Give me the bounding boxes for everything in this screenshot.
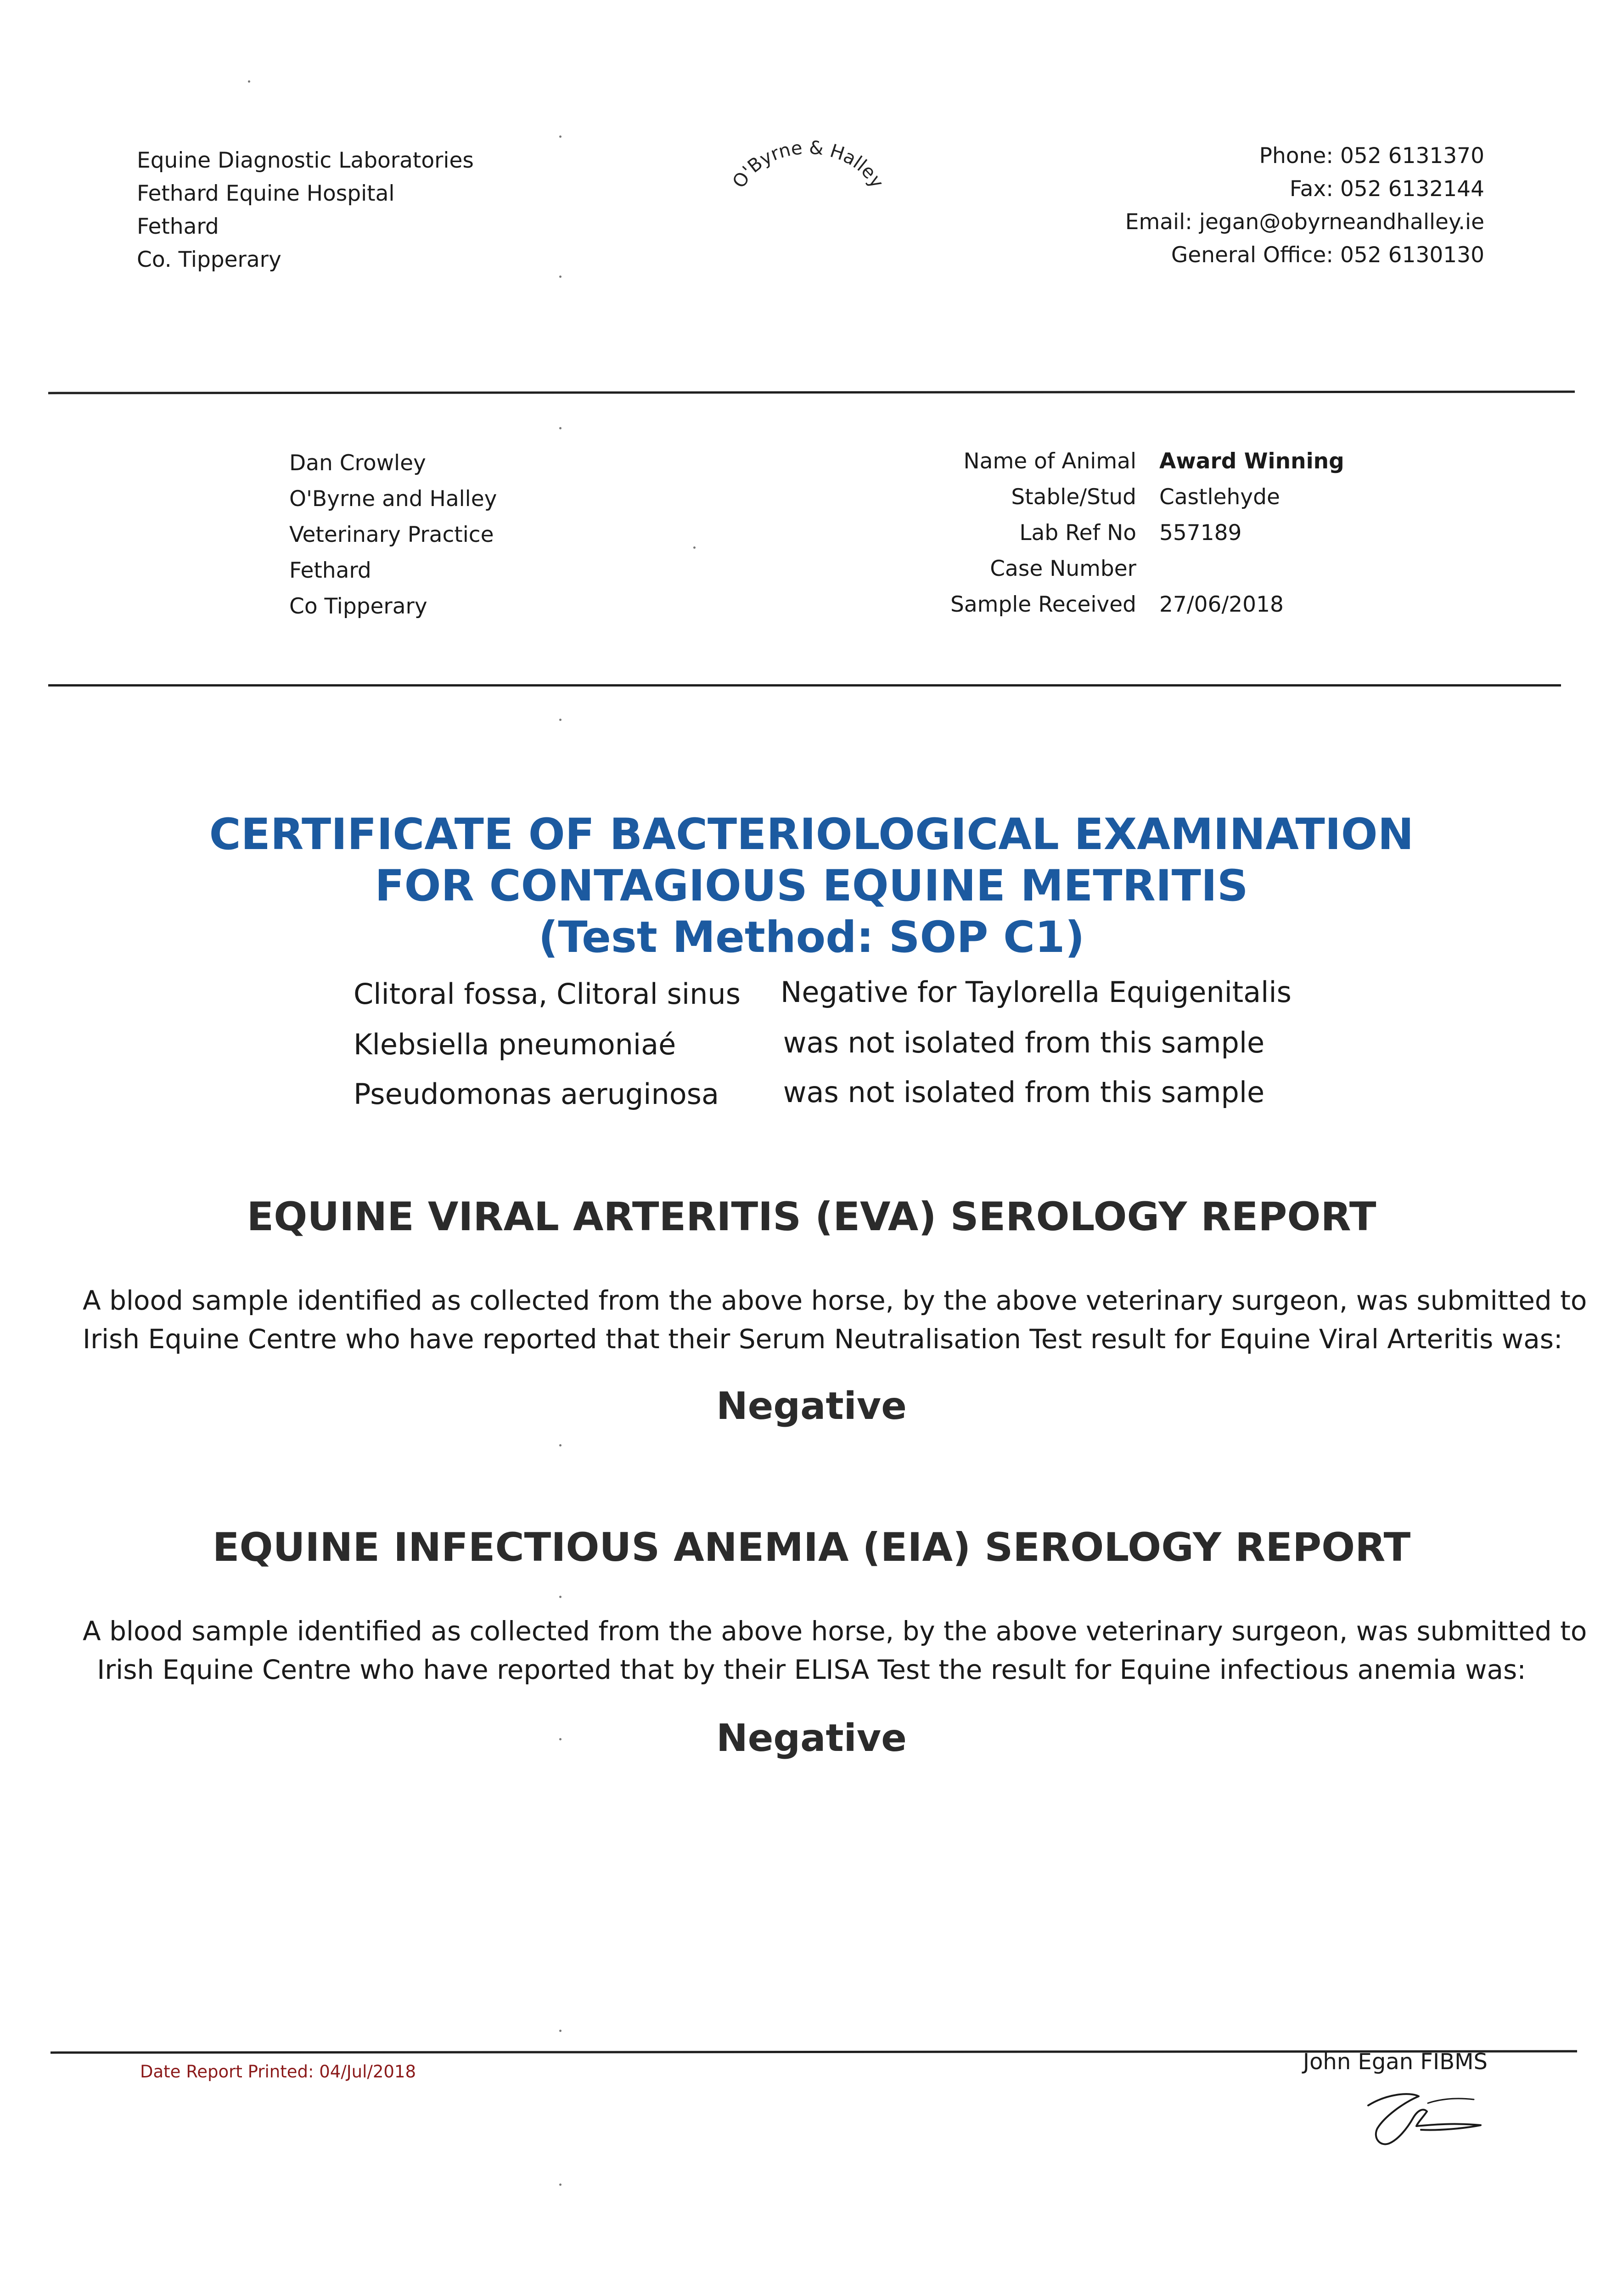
recipient-line: Veterinary Practice: [289, 522, 494, 547]
scan-speck: [693, 546, 696, 549]
lab-address-line: Fethard: [137, 214, 219, 239]
scan-speck: [248, 80, 250, 83]
eva-paragraph: [83, 1281, 1587, 1358]
animal-name-value: Award Winning: [1159, 448, 1344, 474]
contact-info: [1125, 140, 1484, 272]
scan-speck: [559, 719, 562, 721]
bacteriology-result-text: was not isolated from this sample: [783, 1075, 1265, 1109]
recipient-line: Dan Crowley: [289, 450, 426, 476]
organism-text: Klebsiella pneumoniaé: [354, 1028, 676, 1061]
animal-info-label: Stable/Stud: [1011, 484, 1136, 510]
animal-info-row: [946, 479, 1344, 515]
animal-info-row: [946, 586, 1344, 622]
obyrne-halley-logo: [725, 138, 891, 216]
eia-heading: EQUINE INFECTIOUS ANEMIA (EIA) SEROLOGY REPORT: [212, 1525, 1411, 1570]
signatory-name: John Egan FIBMS: [1303, 2049, 1488, 2075]
lab-ref-value: 557189: [1159, 520, 1242, 546]
eva-text-line: A blood sample identified as collected from the above horse, by the above veterinary surgeon, was submitted to: [83, 1285, 1587, 1316]
scan-speck: [559, 1444, 562, 1446]
eia-text-line: Irish Equine Centre who have reported that by their ELISA Test the result for Equine infectious anemia was:: [97, 1654, 1526, 1685]
svg-text:O'Byrne & Halley: [729, 138, 888, 192]
animal-info-table: [946, 443, 1344, 622]
recipient-line: O'Byrne and Halley: [289, 486, 497, 512]
bacteriology-result-text: Negative for Taylorella Equigenitalis: [781, 975, 1292, 1009]
animal-info-row: [946, 515, 1344, 551]
scan-speck: [559, 1596, 562, 1598]
logo-text: O'Byrne & Halley: [728, 138, 888, 192]
scan-speck: [559, 276, 562, 278]
certificate-title-line: FOR CONTAGIOUS EQUINE METRITIS: [375, 861, 1248, 911]
scan-speck: [559, 427, 562, 429]
eia-result: Negative: [716, 1716, 907, 1760]
lab-address-line: Equine Diagnostic Laboratories: [137, 148, 474, 173]
signature-image: [1359, 2085, 1488, 2158]
lab-address: [137, 144, 474, 276]
stable-value: Castlehyde: [1159, 484, 1280, 510]
certificate-title-line: CERTIFICATE OF BACTERIOLOGICAL EXAMINATION: [209, 810, 1414, 860]
certificate-title-line: (Test Method: SOP C1): [538, 912, 1085, 962]
recipient-address: [289, 445, 497, 625]
recipient-line: Co Tipperary: [289, 594, 427, 619]
sample-site-text: Clitoral fossa, Clitoral sinus: [354, 977, 741, 1011]
header-divider: [48, 391, 1575, 394]
animal-info-label: Lab Ref No: [1019, 520, 1136, 546]
animal-info-row: [946, 551, 1344, 586]
eva-heading: EQUINE VIRAL ARTERITIS (EVA) SEROLOGY REPORT: [247, 1194, 1376, 1240]
animal-info-label: Sample Received: [950, 591, 1136, 617]
office-phone-text: General Office: 052 6130130: [1171, 242, 1484, 268]
lab-address-line: Fethard Equine Hospital: [137, 181, 395, 206]
eva-text-line: Irish Equine Centre who have reported that their Serum Neutralisation Test result for Equine Viral Arteritis was:: [83, 1323, 1563, 1355]
bacteriology-result-text: was not isolated from this sample: [783, 1026, 1265, 1059]
eia-text-line: A blood sample identified as collected from the above horse, by the above veterinary surgeon, was submitted to: [83, 1615, 1587, 1647]
scan-speck: [559, 135, 562, 138]
scan-speck: [559, 1738, 562, 1740]
eia-paragraph: [83, 1612, 1587, 1689]
email-text: Email: jegan@obyrneandhalley.ie: [1125, 209, 1484, 235]
animal-info-label: Case Number: [990, 556, 1136, 581]
organism-text: Pseudomonas aeruginosa: [354, 1077, 719, 1111]
fax-text: Fax: 052 6132144: [1289, 176, 1484, 202]
lab-address-line: Co. Tipperary: [137, 247, 281, 272]
phone-text: Phone: 052 6131370: [1259, 143, 1484, 169]
animal-info-label: Name of Animal: [963, 448, 1136, 474]
eva-result: Negative: [716, 1384, 907, 1428]
scan-speck: [559, 2030, 562, 2032]
scan-speck: [559, 2183, 562, 2186]
sample-received-value: 27/06/2018: [1159, 591, 1284, 617]
info-divider: [48, 684, 1561, 687]
date-printed: Date Report Printed: 04/Jul/2018: [140, 2062, 416, 2082]
animal-info-row: [946, 443, 1344, 479]
recipient-line: Fethard: [289, 558, 371, 583]
